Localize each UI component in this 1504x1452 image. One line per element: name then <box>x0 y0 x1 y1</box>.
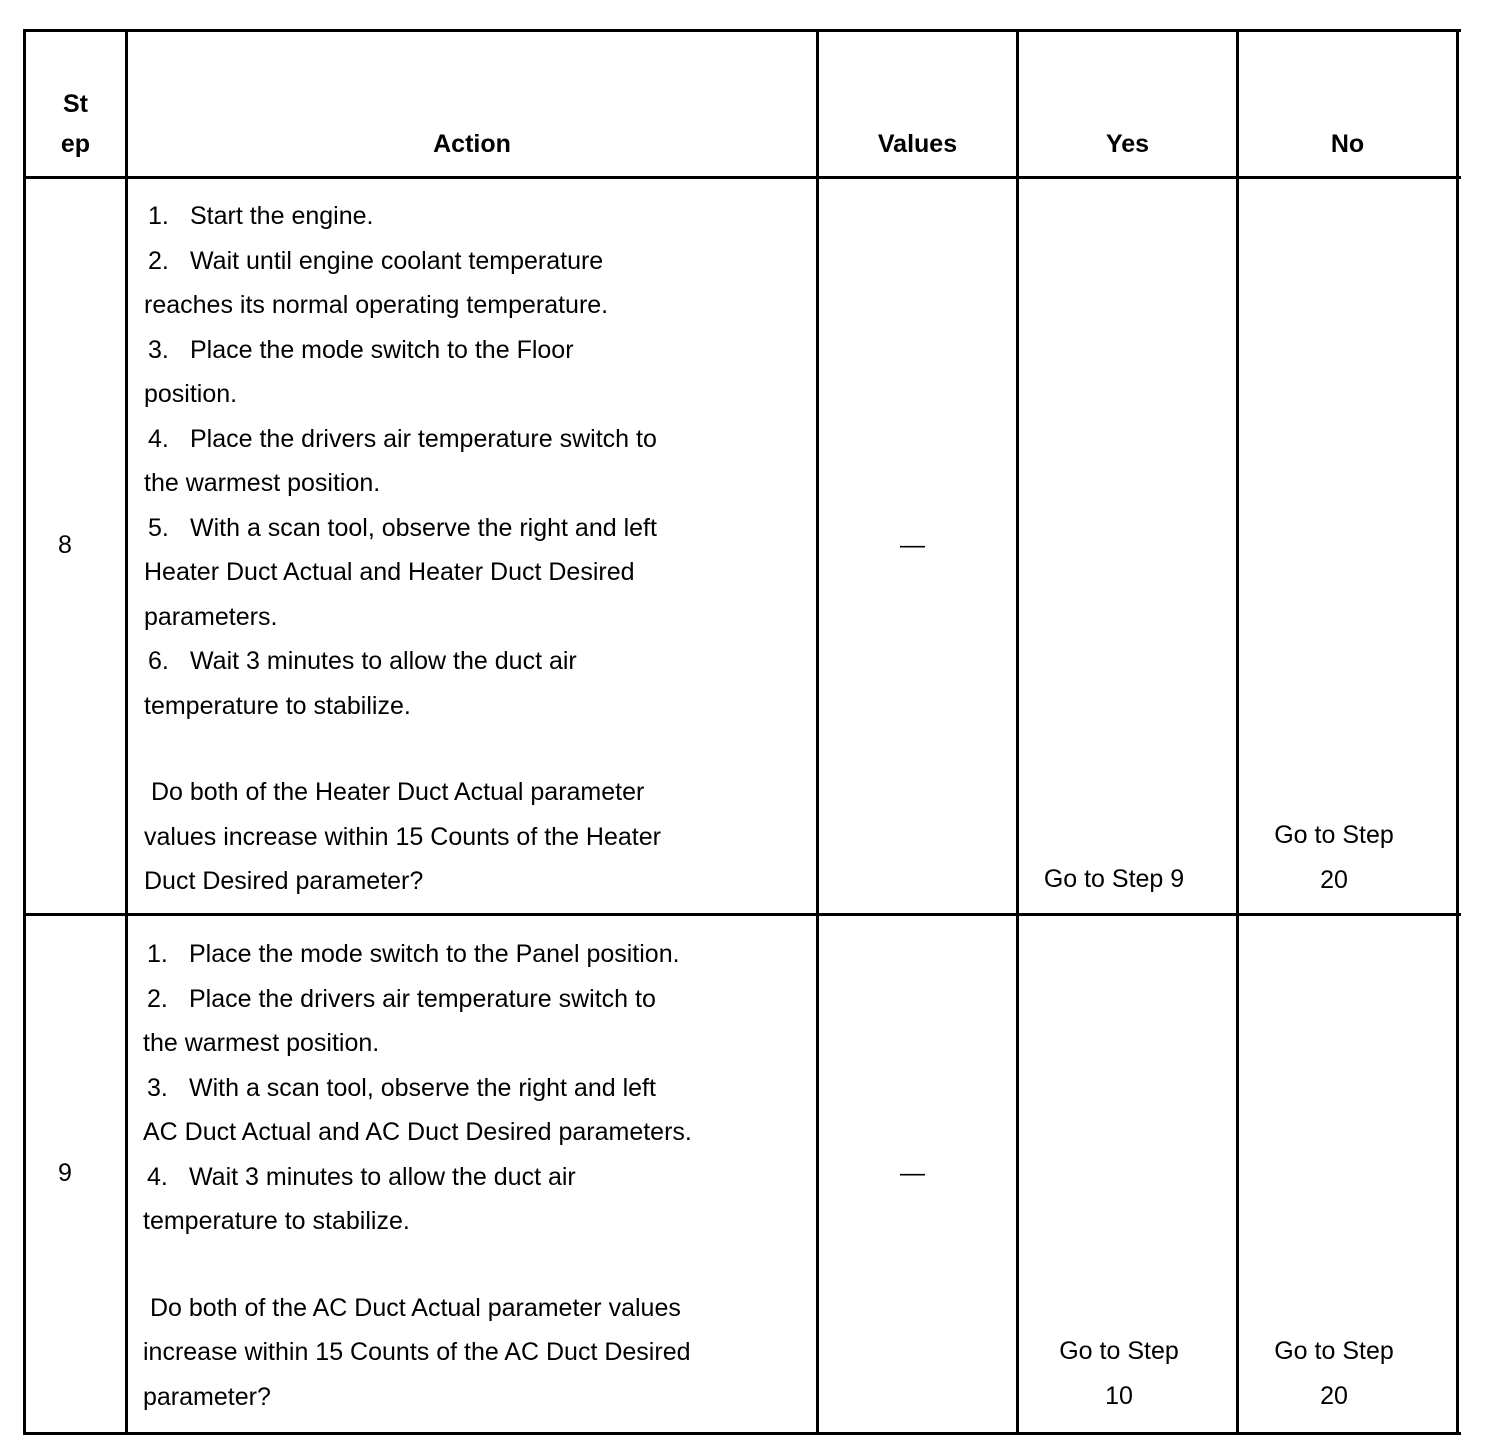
question-line: Do both of the Heater Duct Actual parameter <box>151 778 645 806</box>
action-step-number: 3. <box>147 1073 168 1102</box>
row-8-values: — <box>900 531 925 559</box>
header-values: Values <box>877 130 958 158</box>
yes-line: Go to Step 9 <box>1043 865 1185 893</box>
action-step-text: AC Duct Actual and AC Duct Desired parameters. <box>143 1118 692 1146</box>
yes-line: 10 <box>1105 1381 1133 1410</box>
action-line <box>144 283 804 328</box>
action-step-number: 4. <box>147 1162 168 1191</box>
no-line: Go to Step <box>1274 1337 1394 1365</box>
header-no: No <box>1330 130 1365 158</box>
action-step-text: the warmest position. <box>144 469 381 497</box>
header-yes: Yes <box>1105 130 1150 158</box>
row-8-step: 8 <box>58 531 72 559</box>
action-step-text: With a scan tool, observe the right and left <box>190 513 657 542</box>
action-step-text: temperature to stabilize. <box>143 1207 410 1235</box>
row-9-step: 9 <box>58 1159 72 1187</box>
action-step-text: parameters. <box>144 602 278 631</box>
row-9-yes <box>1019 1329 1219 1418</box>
question-line: parameter? <box>143 1382 271 1411</box>
action-line <box>143 1021 808 1066</box>
table-border-bottom <box>23 1432 1461 1435</box>
row-8-yes <box>1019 857 1209 902</box>
row-8-action <box>144 194 804 904</box>
row-9-question <box>143 1286 808 1420</box>
action-step-number: 6. <box>148 647 169 675</box>
diagnostic-table <box>23 29 1461 1435</box>
action-step-text: reaches its normal operating temperature. <box>144 291 609 319</box>
action-line <box>143 1110 808 1155</box>
action-line <box>144 372 804 417</box>
action-line <box>144 328 804 373</box>
table-border-right <box>1456 29 1459 1435</box>
action-line <box>143 1155 808 1200</box>
header-action: Action <box>433 130 511 158</box>
action-step-text: Start the engine. <box>190 202 374 230</box>
no-line: 20 <box>1320 1381 1348 1410</box>
action-step-number: 5. <box>148 513 169 542</box>
action-line <box>144 506 804 551</box>
action-step-text: Wait until engine coolant temperature <box>190 246 604 275</box>
action-line <box>144 639 804 684</box>
yes-line: Go to Step <box>1059 1337 1179 1365</box>
action-line <box>144 239 804 284</box>
row-8-action-list <box>144 194 804 728</box>
action-step-number: 2. <box>147 984 168 1013</box>
question-line: increase within 15 Counts of the AC Duct Desired <box>143 1338 691 1366</box>
row-9-action-list <box>143 932 808 1244</box>
action-line <box>144 684 804 729</box>
action-step-text: temperature to stabilize. <box>144 691 411 720</box>
action-line <box>143 1066 808 1111</box>
action-line <box>144 595 804 640</box>
action-step-text: Heater Duct Actual and Heater Duct Desired <box>144 558 635 586</box>
header-divider <box>23 176 1461 179</box>
action-step-text: Wait 3 minutes to allow the duct air <box>189 1162 576 1191</box>
action-line <box>144 550 804 595</box>
question-line: Do both of the AC Duct Actual parameter values <box>150 1293 681 1322</box>
action-line <box>143 977 808 1022</box>
action-step-number: 1. <box>148 202 169 230</box>
col-divider-values <box>1016 29 1019 1435</box>
action-step-text: the warmest position. <box>143 1029 380 1057</box>
action-step-text: Place the mode switch to the Floor <box>190 335 574 364</box>
header-step-line-2: ep <box>60 130 91 158</box>
action-line <box>143 932 808 977</box>
question-line: values increase within 15 Counts of the Heater <box>144 822 661 851</box>
header-step-line-1: St <box>63 90 88 118</box>
action-step-text: Place the drivers air temperature switch to <box>190 424 657 453</box>
action-line <box>144 417 804 462</box>
action-step-number: 1. <box>147 940 168 968</box>
action-step-text: Wait 3 minutes to allow the duct air <box>190 647 577 675</box>
row-8-question <box>144 770 804 904</box>
row-divider <box>23 913 1461 916</box>
action-step-text: With a scan tool, observe the right and left <box>189 1073 656 1102</box>
action-step-number: 2. <box>148 246 169 275</box>
table-border-top <box>23 29 1461 32</box>
action-step-text: Place the mode switch to the Panel position. <box>189 940 680 968</box>
action-step-text: position. <box>144 380 238 408</box>
action-line <box>144 461 804 506</box>
action-step-text: Place the drivers air temperature switch to <box>189 984 656 1013</box>
table-border-left <box>23 29 26 1435</box>
action-line <box>144 194 804 239</box>
no-line: 20 <box>1320 865 1348 894</box>
row-9-no <box>1239 1329 1429 1418</box>
header-step <box>26 84 125 164</box>
question-line: Duct Desired parameter? <box>144 867 424 895</box>
col-divider-action <box>816 29 819 1435</box>
action-step-number: 4. <box>148 424 169 453</box>
col-divider-yes <box>1236 29 1239 1435</box>
row-9-values: — <box>900 1159 925 1187</box>
col-divider-step <box>125 29 128 1435</box>
row-8-no <box>1239 813 1429 902</box>
action-step-number: 3. <box>148 335 169 364</box>
row-9-action <box>143 932 808 1419</box>
no-line: Go to Step <box>1274 821 1394 849</box>
action-line <box>143 1199 808 1244</box>
